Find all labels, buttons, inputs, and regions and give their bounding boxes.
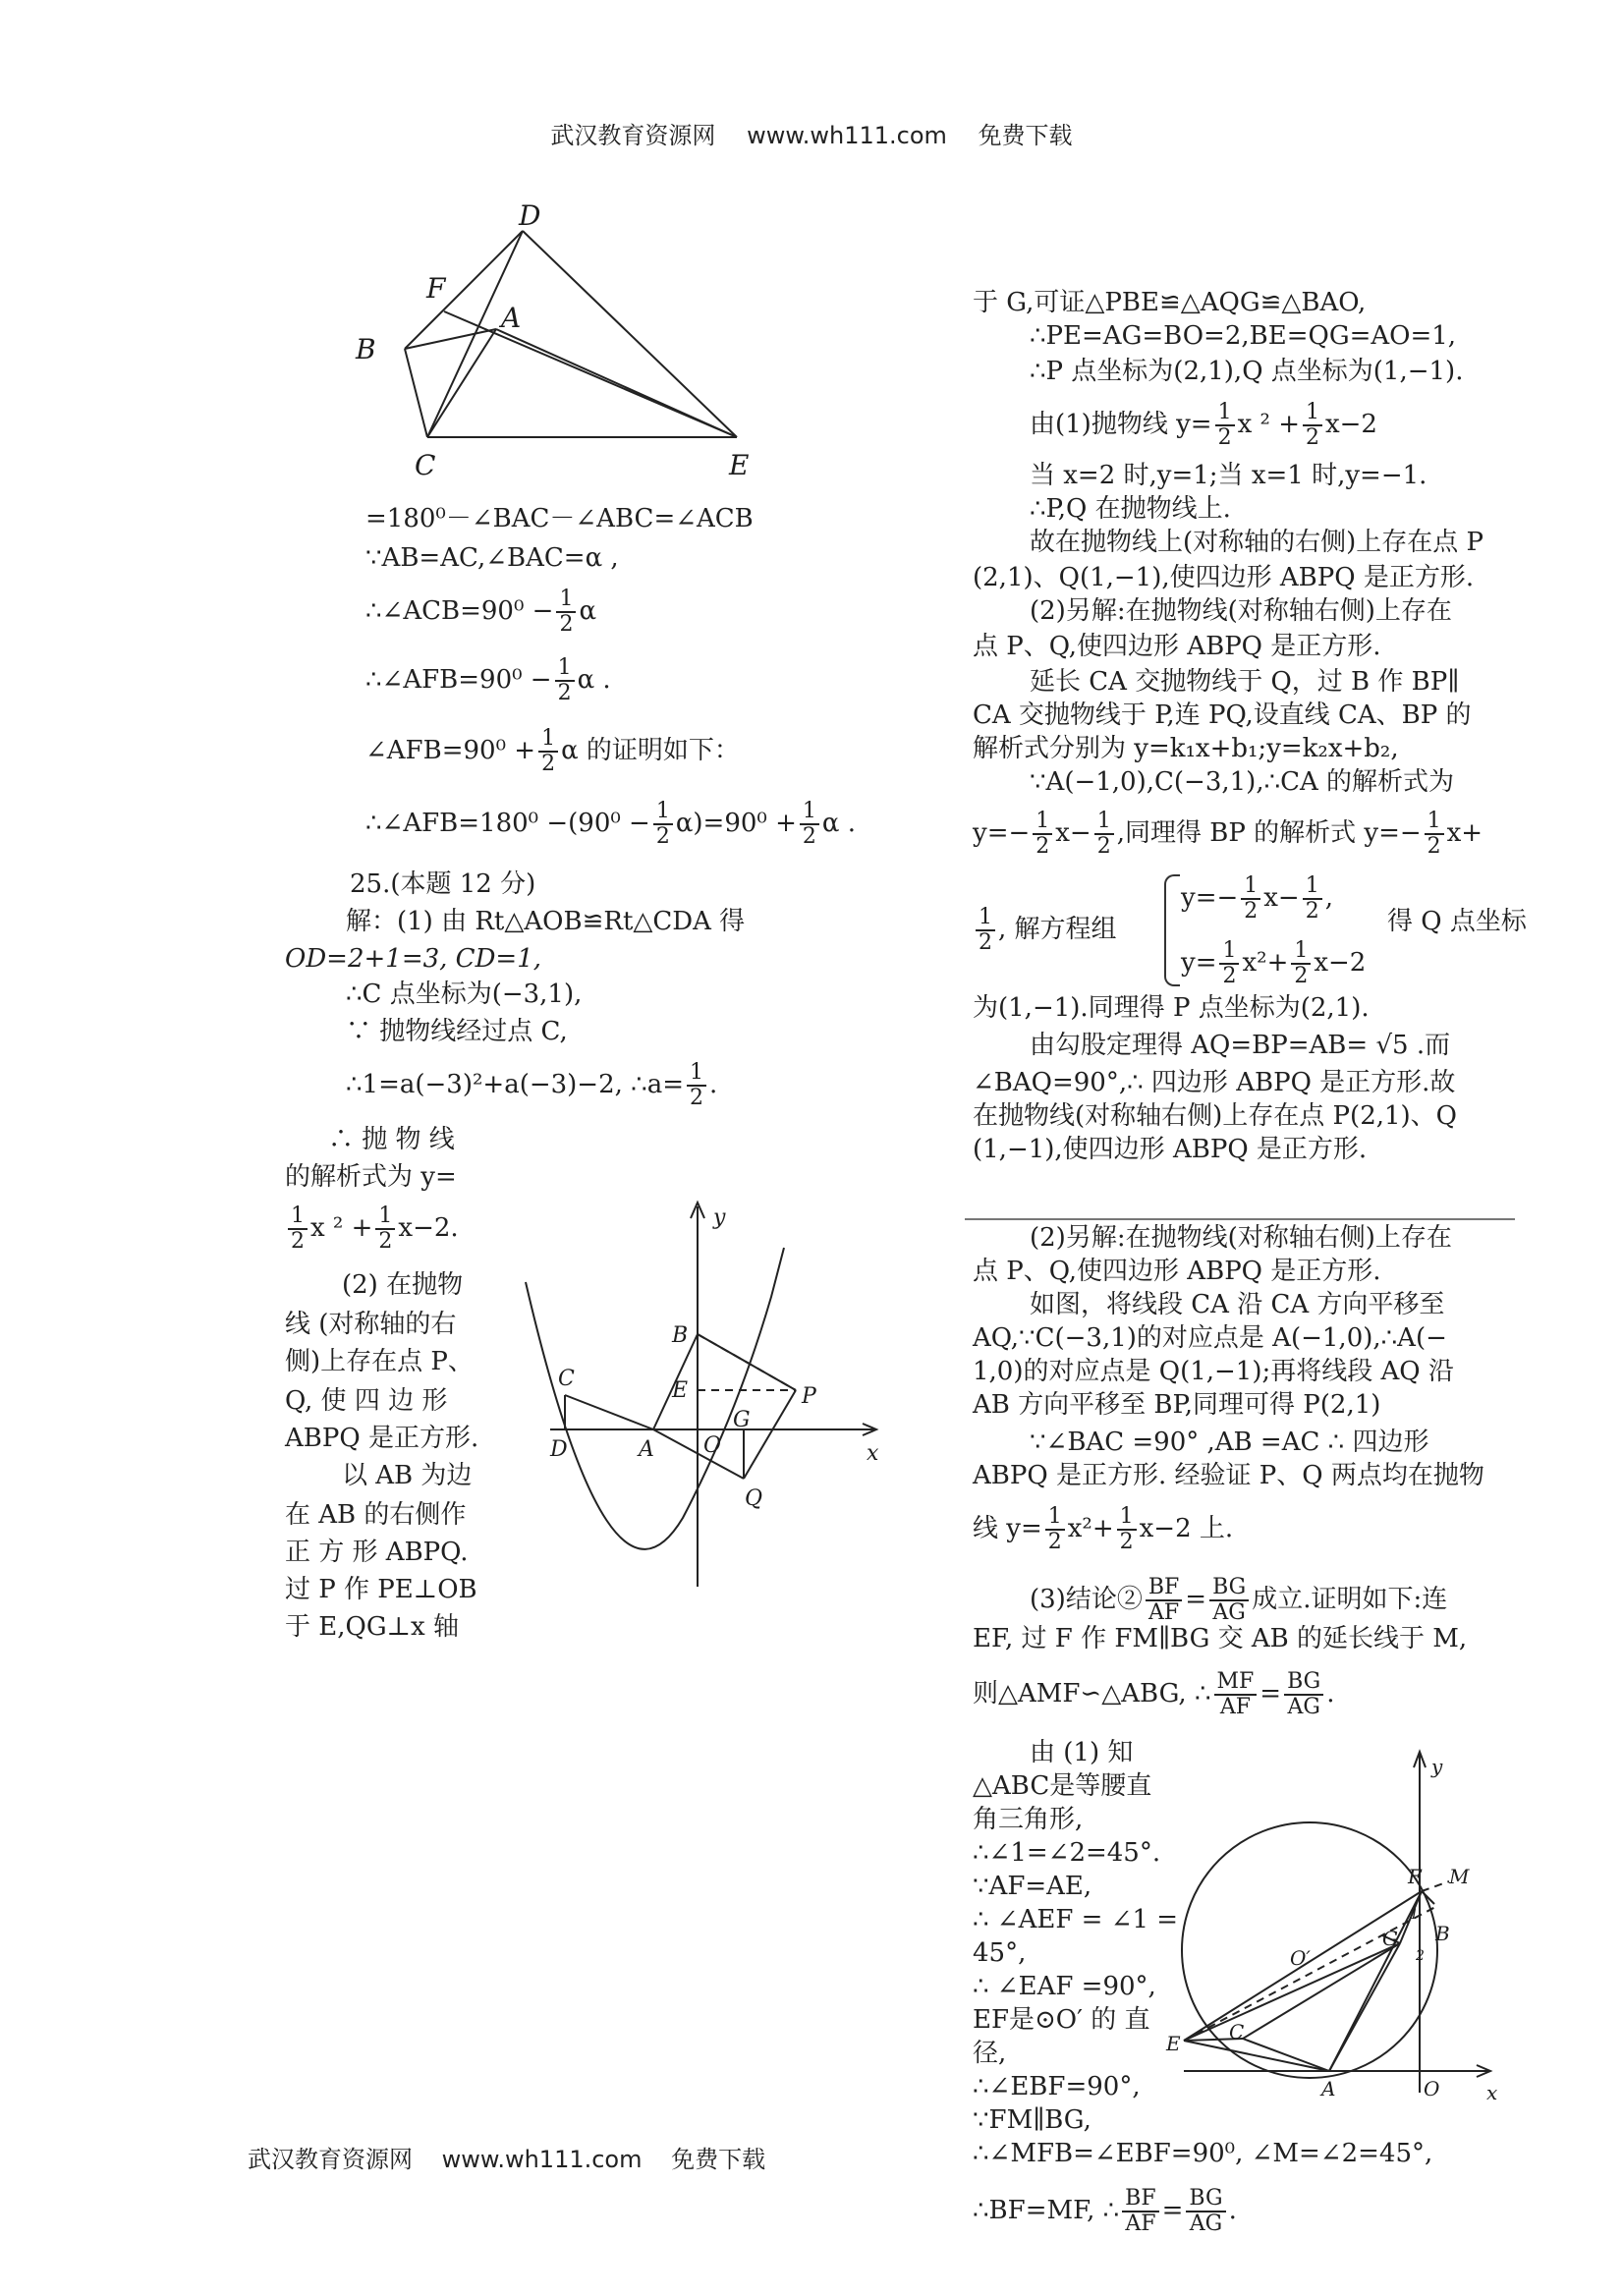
right-line-1: 于 G,可证△PBE≌△AQG≌△BAO, [973,288,1367,317]
right-line-16-tail: 得 Q 点坐标 [1387,907,1527,936]
fig1-label-C: C [415,449,436,481]
right-line-7: 故在抛物线上(对称轴的右侧)上存在点 P [1030,528,1484,557]
fig2-label-G: G [733,1408,751,1432]
fig3-label-A: A [1321,2077,1336,2100]
right-line-33: EF, 过 F 作 FM∥BG 交 AB 的延长线于 M, [973,1624,1468,1653]
right-line-43: EF是⊙O′ 的 直 [973,2005,1150,2035]
left-solution-13: ABPQ 是正方形. [285,1424,479,1453]
left-line-6: ∴∠AFB=180⁰ −(90⁰ − $\frac{1}{2}$ α)=90⁰ + $\frac{1}{2}$ α . [365,799,856,849]
right-line-8: (2,1)、Q(1,−1),使四边形 ABPQ 是正方形. [973,563,1475,592]
right-line-22: (1,−1),使四边形 ABPQ 是正方形. [973,1135,1368,1164]
right-line-20: ∠BAQ=90°,∴ 四边形 ABPQ 是正方形.故 [973,1068,1456,1097]
right-line-24: 点 P、Q,使四边形 ABPQ 是正方形. [973,1257,1381,1286]
right-line-3: ∴P 点坐标为(2,1),Q 点坐标为(1,−1). [1030,357,1464,386]
fig2-label-C: C [558,1367,575,1391]
fig1-label-B: B [356,333,376,365]
right-line-32: (3)结论② $\frac{BF}{AF}$ = $\frac{BG}{AG}$ 成立.证明如下:连 [1030,1575,1448,1625]
right-line-38: ∴∠1=∠2=45°. [973,1838,1161,1868]
figure-parabola [511,1189,889,1601]
right-line-28: AB 方向平移至 BP,同理可得 P(2,1) [973,1390,1381,1420]
right-line-9: (2)另解:在抛物线(对称轴右侧)上存在 [1030,596,1452,626]
left-solution-6: ∴ 抛 物 线 [328,1125,455,1154]
right-line-44: 径, [973,2039,1007,2068]
left-line-1: =180⁰－∠BAC－∠ABC=∠ACB [365,504,754,533]
fig3-label-y: y [1431,1755,1443,1778]
left-solution-8: $\frac{1}{2}$ x ² + $\frac{1}{2}$ x−2. [285,1204,459,1254]
left-solution-10: 线 (对称轴的右 [285,1310,457,1339]
page-header [0,116,1623,150]
fig3-label-M: M [1449,1865,1470,1888]
footer-tag: 免费下载 [671,2146,766,2173]
right-line-30: ABPQ 是正方形. 经验证 P、Q 两点均在抛物 [973,1461,1484,1490]
fig2-label-D: D [550,1437,568,1462]
right-line-39: ∵AF=AE, [973,1872,1092,1901]
left-line-3: ∴∠ACB=90⁰ − $\frac{1}{2}$ α [365,587,597,637]
right-line-27: 1,0)的对应点是 Q(1,−1);再将线段 AQ 沿 [973,1357,1454,1386]
right-line-48: ∴BF=MF, ∴ $\frac{BF}{AF}$ = $\frac{BG}{AG}$ . [973,2186,1237,2236]
right-line-35: 由 (1) 知 [1030,1738,1134,1767]
right-line-37: 角三角形, [973,1805,1084,1834]
right-line-11: 延长 CA 交抛物线于 Q，过 B 作 BP∥ [1030,667,1460,697]
right-line-34: 则△AMF∽△ABG, ∴ $\frac{MF}{AF}$ = $\frac{BG}{AG}$ . [973,1669,1335,1719]
right-line-10: 点 P、Q,使四边形 ABPQ 是正方形. [973,632,1381,661]
left-solution-3: ∴C 点坐标为(−3,1), [346,980,583,1009]
left-line-5: ∠AFB=90⁰ + $\frac{1}{2}$ α 的证明如下： [365,726,740,776]
right-line-31: 线 y= $\frac{1}{2}$ x²+ $\frac{1}{2}$ x−2 上. [973,1504,1234,1554]
fig3-label-angle-1: 1 [1410,1907,1419,1923]
right-line-45: ∴∠EBF=90°, [973,2072,1141,2101]
fig1-label-F: F [426,272,446,305]
page-footer [248,2140,787,2174]
left-solution-4: ∵ 抛物线经过点 C, [346,1017,568,1046]
fig2-label-B: B [672,1323,689,1348]
right-line-6: ∴P,Q 在抛物线上. [1030,494,1231,524]
fig1-label-A: A [501,302,522,334]
header-site: 武汉教育资源网 [550,122,716,149]
fig2-label-A: A [639,1437,654,1462]
fig3-label-B: B [1435,1922,1450,1945]
fig3-label-F: F [1408,1865,1422,1888]
left-line-4: ∴∠AFB=90⁰ − $\frac{1}{2}$ α . [365,655,611,705]
right-line-14: ∵A(−1,0),C(−3,1),∴CA 的解析式为 [1030,767,1455,797]
fig2-label-x: x [867,1441,879,1466]
left-solution-5: ∴1=a(−3)²+a(−3)−2, ∴a= $\frac{1}{2}$ . [346,1060,718,1110]
right-line-36: △ABC是等腰直 [973,1771,1152,1801]
left-solution-9: (2) 在抛物 [342,1270,464,1300]
header-url: www.wh111.com [747,122,947,149]
right-line-19: 由勾股定理得 AQ=BP=AB= √5 .而 [1030,1031,1451,1060]
right-line-21: 在抛物线(对称轴右侧)上存在点 P(2,1)、Q [973,1101,1457,1131]
left-solution-1: 解：(1) 由 Rt△AOB≌Rt△CDA 得 [346,907,746,936]
right-line-47: ∴∠MFB=∠EBF=90⁰, ∠M=∠2=45°, [973,2139,1433,2168]
right-line-16: $\frac{1}{2}$ , 解方程组 [973,906,1117,955]
right-line-29: ∵∠BAC =90° ,AB =AC ∴ 四边形 [1030,1428,1429,1457]
right-line-23: (2)另解:在抛物线(对称轴右侧)上存在 [1030,1223,1452,1253]
left-solution-15: 在 AB 的右侧作 [285,1500,467,1530]
left-solution-2: OD=2+1=3, CD=1, [285,944,542,974]
fig3-label-G: G [1382,1927,1398,1950]
left-solution-7: 的解析式为 y= [285,1162,457,1192]
equation-2: y= $\frac{1}{2}$ x²+ $\frac{1}{2}$ x−2 [1181,938,1367,988]
right-line-46: ∵FM∥BG, [973,2105,1091,2135]
fig1-label-D: D [519,201,541,232]
left-solution-17: 过 P 作 PE⊥OB [285,1575,477,1604]
right-line-42: ∴ ∠EAF =90°, [973,1972,1156,2001]
equation-system-brace [1164,874,1180,986]
fig3-label-O: O [1424,2077,1440,2100]
right-line-15: y=− $\frac{1}{2}$ x− $\frac{1}{2}$ ,同理得 BP 的解析式 y=− $\frac{1}{2}$ x+ [973,809,1483,859]
left-solution-16: 正 方 形 ABPQ. [285,1538,469,1567]
footer-url: www.wh111.com [441,2146,643,2173]
fig2-label-E: E [672,1378,689,1403]
fig2-label-P: P [802,1384,816,1409]
fig3-label-E: E [1166,2032,1181,2055]
fig2-label-y: y [713,1205,726,1230]
header-tag: 免费下载 [978,122,1073,149]
right-line-2: ∴PE=AG=BO=2,BE=QG=AO=1, [1030,321,1457,351]
right-line-4: 由(1)抛物线 y= $\frac{1}{2}$ x ² + $\frac{1}{2}$ x−2 [1030,400,1377,450]
left-solution-12: Q, 使 四 边 形 [285,1386,448,1416]
footer-site: 武汉教育资源网 [248,2146,413,2173]
left-solution-14: 以 AB 为边 [342,1461,473,1490]
equation-1: y=− $\frac{1}{2}$ x− $\frac{1}{2}$ , [1181,873,1333,924]
left-solution-18: 于 E,QG⊥x 轴 [285,1612,459,1642]
question-25-title: 25.(本题 12 分) [350,869,536,899]
left-solution-11: 侧)上存在点 P、 [285,1347,474,1376]
fig3-label-C: C [1229,2020,1245,2044]
left-line-2: ∵AB=AC,∠BAC=α , [365,543,619,573]
right-line-40: ∴ ∠AEF = ∠1 = [973,1905,1179,1934]
right-line-18: 为(1,−1).同理得 P 点坐标为(2,1). [973,993,1370,1023]
figure-triangle [344,201,756,486]
fig3-label-x: x [1486,2081,1498,2104]
right-line-5: 当 x=2 时,y=1;当 x=1 时,y=−1. [1030,461,1427,490]
right-line-41: 45°, [973,1938,1027,1968]
right-line-26: AQ,∵C(−3,1)的对应点是 A(−1,0),∴A(− [973,1323,1447,1353]
fig3-label-angle-2: 2 [1416,1948,1425,1964]
fig2-label-O: O [703,1433,722,1458]
section-divider [965,1218,1515,1220]
right-line-25: 如图，将线段 CA 沿 CA 方向平移至 [1030,1290,1445,1319]
right-line-13: 解析式分别为 y=k₁x+b₁;y=k₂x+b₂, [973,734,1399,763]
fig1-label-E: E [729,449,750,481]
right-line-12: CA 交抛物线于 P,连 PQ,设直线 CA、BP 的 [973,700,1472,730]
fig2-label-Q: Q [745,1486,763,1511]
fig3-label-O-prime: O′ [1290,1946,1311,1970]
figure-circle [1164,1744,1508,2107]
